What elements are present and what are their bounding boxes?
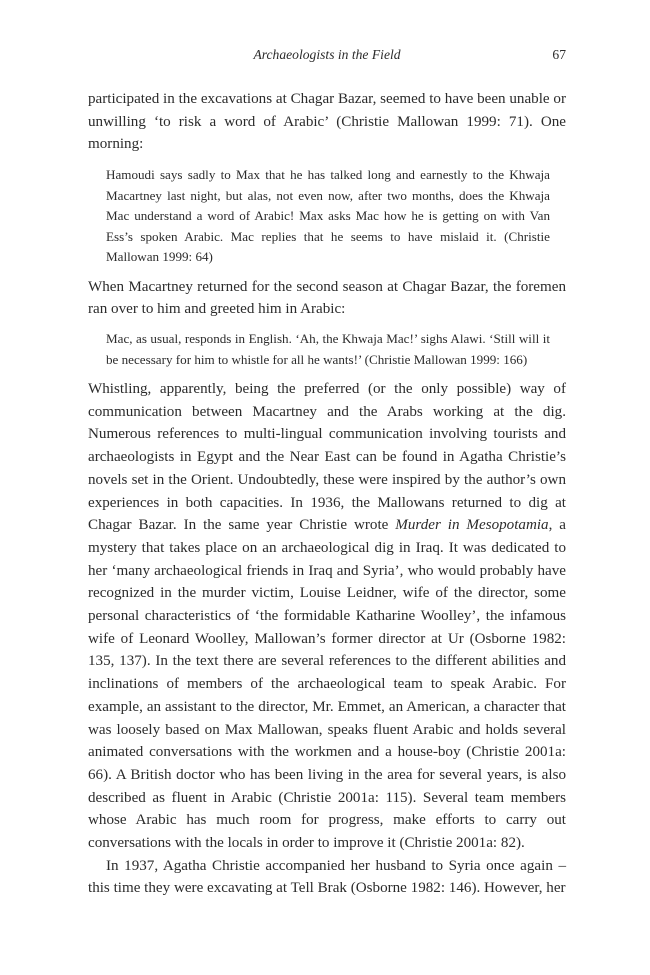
- block-quote-2: Mac, as usual, responds in English. ‘Ah, the Khwaja Mac!’ sighs Alawi. ‘Still will it be necessary for him to whistle for all he wants!’ (Christie Mallowan 1999: 166): [106, 331, 550, 367]
- book-title-italic: Murder in Mesopotamia: [395, 517, 549, 534]
- paragraph-3-text-a: Whistling, apparently, being the preferred (or the only possible) way of communication between Macartney and the Arabs working at the dig. Numerous references to multi-lingual communication involving tourists and archaeologists in Egypt and the Near East can be found in Agatha Christie’s novels set in the Orient. Undoubtedly, these were inspired by the author’s own experiences in both capacities. In 1936, the Mallowans returned to dig at Chagar Bazar. In the same year Christie wrote: [88, 381, 566, 534]
- block-quote-1: Hamoudi says sadly to Max that he has talked long and earnestly to the Khwaja Macartney last night, but alas, not even now, after two months, does the Khwaja Mac understand a word of Arabic! Max asks Mac how he is getting on with Van Ess’s spoken Arabic. Mac replies that he seems to have mislaid it. (Christie Mallowan 1999: 64): [106, 167, 550, 265]
- running-header: [88, 44, 566, 66]
- running-title: Archaeologists in the Field: [253, 47, 401, 62]
- paragraph-3-text-b: , a mystery that takes place on an archaeological dig in Iraq. It was dedicated to her ‘many archaeological friends in Iraq and Syria’, who would probably have recognized in the murder victim, Louise Leidner, wife of the director, some personal characteristics of ‘the formidable Katharine Woolley’, the infamous wife of Leonard Woolley, Mallowan’s former director at Ur (Osborne 1982: 135, 137). In the text there are several references to the different abilities and inclinations of members of the archaeological team to speak Arabic. For example, an assistant to the director, Mr. Emmet, an American, a character that was loosely based on Max Mallowan, speaks fluent Arabic and holds several animated conversations with the workmen and a house-boy (Christie 2001a: 66). A British doctor who has been living in the area for several years, is also described as fluent in Arabic (Christie 2001a: 115). Several team members whose Arabic has much room for progress, make efforts to carry out conversations with the locals in order to improve it (Christie 2001a: 82).: [88, 517, 566, 852]
- paragraph-2: When Macartney returned for the second season at Chagar Bazar, the foremen ran over to him and greeted him in Arabic:: [88, 278, 566, 318]
- paragraph-3: [88, 378, 566, 855]
- page-number: 67: [552, 47, 566, 62]
- body-text: [88, 88, 566, 900]
- paragraph-1: participated in the excavations at Chagar Bazar, seemed to have been unable or unwilling ‘to risk a word of Arabic’ (Christie Mallowan 1999: 71). One morning:: [88, 91, 566, 153]
- paragraph-4: In 1937, Agatha Christie accompanied her husband to Syria once again – this time they were excavating at Tell Brak (Osborne 1982: 146). However, her: [88, 857, 566, 897]
